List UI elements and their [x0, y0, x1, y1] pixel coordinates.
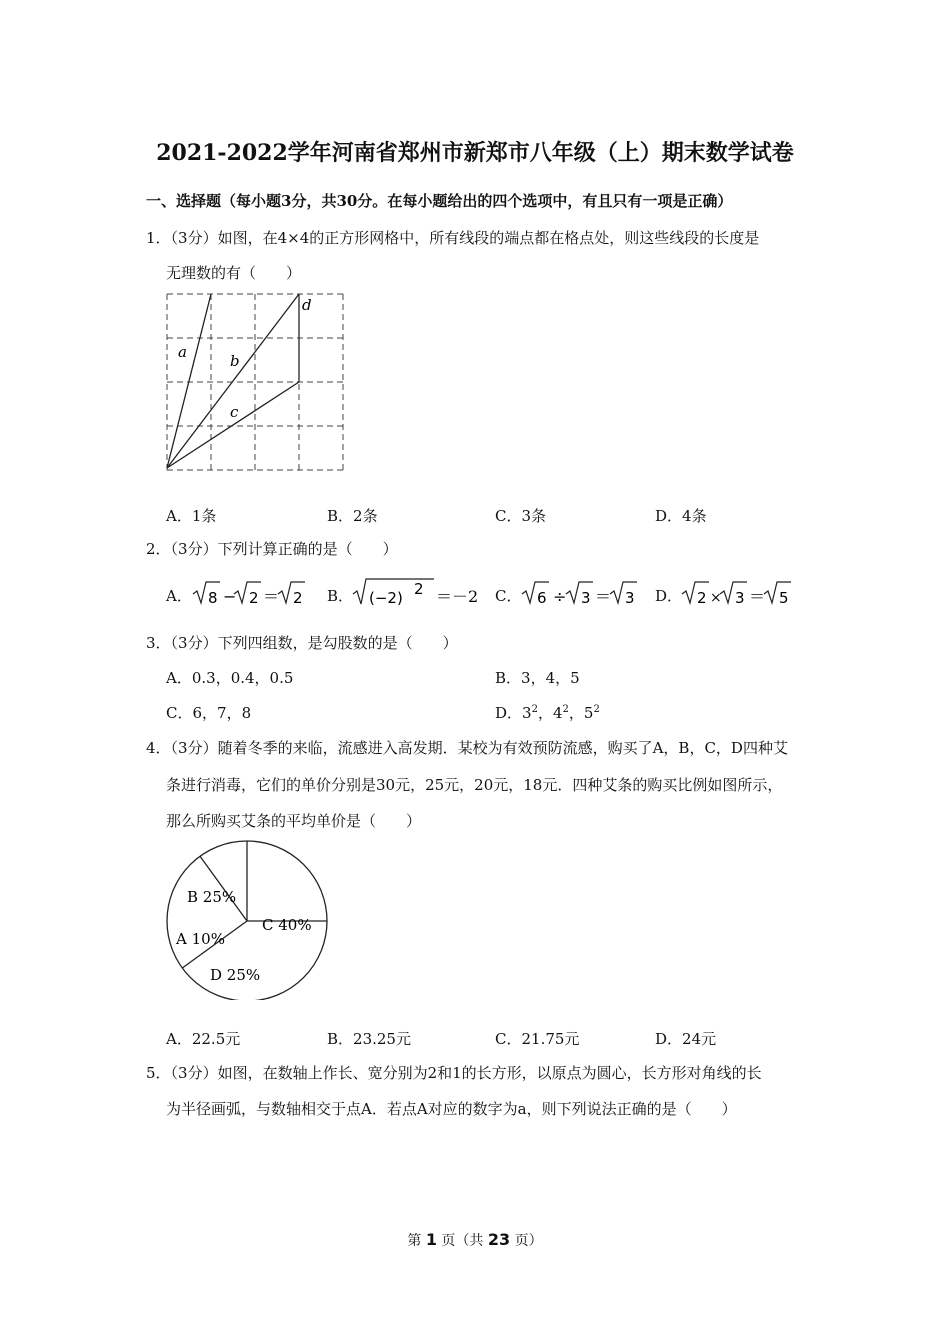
grid-figure [160, 290, 350, 475]
question-1-text-cont: 无理数的有（ ） [166, 264, 302, 282]
radicand: 3 [581, 589, 591, 607]
radicand: 6 [537, 589, 547, 607]
operator: ÷ [553, 587, 567, 606]
question-2-text: 2．（3分）下列计算正确的是（ ） [146, 540, 398, 558]
equals: ＝ [749, 587, 766, 606]
q2-option-c-expr [519, 578, 644, 608]
q3-option-b: B．3，4，5 [495, 669, 580, 687]
q2-option-b-expr [350, 576, 485, 608]
q4-option-c: C．21.75元 [495, 1030, 580, 1048]
footer-post: 页） [510, 1233, 543, 1249]
q3-option-d [495, 702, 600, 723]
q1-option-c: C．3条 [495, 507, 547, 525]
exponent: 2 [414, 580, 424, 598]
pie-chart [160, 840, 335, 1000]
segment-c [167, 382, 299, 468]
q3-option-c: C．6，7，8 [166, 704, 252, 722]
page-number: 1 [425, 1230, 437, 1249]
question-5-text-cont: 为半径画弧，与数轴相交于点A．若点A对应的数字为a，则下列说法正确的是（ ） [166, 1100, 737, 1118]
base: 3 [522, 704, 532, 722]
grid-lines [167, 294, 343, 470]
radicand: 2 [697, 589, 707, 607]
base: 4 [552, 704, 563, 722]
radicand: 3 [735, 589, 745, 607]
pie-label-a: A 10% [176, 930, 225, 948]
question-4-text-cont: 条进行消毒，它们的单价分别是30元，25元，20元，18元．四种艾条的购买比例如图所示， [166, 776, 783, 794]
equals: ＝ [595, 587, 612, 606]
q1-option-d: D．4条 [655, 507, 707, 525]
page-footer [0, 1230, 950, 1250]
operator: × [710, 590, 722, 606]
equals: ＝ [263, 587, 280, 606]
section-heading: 一、选择题（每小题3分，共30分。在每小题给出的四个选项中，有且只有一项是正确） [146, 192, 733, 210]
q2-option-b-letter: B． [327, 587, 354, 605]
radicand: 2 [293, 589, 303, 607]
q2-option-d-letter: D． [655, 587, 683, 605]
radicand: 5 [779, 589, 789, 607]
q4-option-b: B．23.25元 [327, 1030, 411, 1048]
q1-option-b: B．2条 [327, 507, 378, 525]
radicand: (−2) [369, 589, 403, 607]
q2-option-d-expr [679, 578, 799, 608]
exponent: 2 [531, 704, 538, 715]
letter: D． [495, 704, 523, 722]
label-d: d [302, 296, 312, 314]
exponent: 2 [593, 704, 600, 715]
question-1-text: 1．（3分）如图，在4×4的正方形网格中，所有线段的端点都在格点处，则这些线段的长度是 [146, 229, 760, 247]
q4-option-d: D．24元 [655, 1030, 717, 1048]
pie-label-c: C 40% [262, 916, 312, 934]
separator: ， [568, 704, 584, 722]
question-4-text-cont2: 那么所购买艾条的平均单价是（ ） [166, 812, 422, 830]
question-4-text: 4．（3分）随着冬季的来临，流感进入高发期．某校为有效预防流感，购买了A，B，C，D四种艾 [146, 739, 788, 757]
label-c: c [230, 403, 239, 421]
question-3-text: 3．（3分）下列四组数，是勾股数的是（ ） [146, 634, 458, 652]
question-5-text: 5．（3分）如图，在数轴上作长、宽分别为2和1的长方形，以原点为圆心，长方形对角线的长 [146, 1064, 762, 1082]
segment-a [167, 294, 211, 468]
exponent: 2 [562, 704, 569, 715]
q2-option-a-letter: A． [166, 587, 192, 605]
radicand: 2 [249, 589, 259, 607]
operator: − [223, 587, 237, 606]
pie-label-d: D 25% [210, 966, 261, 984]
q2-option-a-expr [190, 578, 310, 608]
page-total: 23 [487, 1230, 511, 1249]
page-title: 2021-2022学年河南省郑州市新郑市八年级（上）期末数学试卷 [156, 140, 794, 166]
radicand: 8 [208, 589, 218, 607]
separator: ， [537, 704, 553, 722]
footer-mid: 页（共 [436, 1233, 488, 1249]
radicand: 3 [625, 589, 635, 607]
q2-option-c-letter: C． [495, 587, 522, 605]
q3-option-a: A．0.3，0.4，0.5 [166, 669, 294, 687]
q1-option-a: A．1条 [166, 507, 217, 525]
segment-b [167, 294, 299, 468]
footer-pre: 第 [407, 1233, 426, 1249]
q4-option-a: A．22.5元 [166, 1030, 241, 1048]
label-b: b [230, 352, 240, 370]
label-a: a [178, 343, 187, 361]
pie-label-b: B 25% [187, 888, 237, 906]
base: 5 [583, 704, 594, 722]
rhs: ＝－2 [436, 587, 479, 606]
